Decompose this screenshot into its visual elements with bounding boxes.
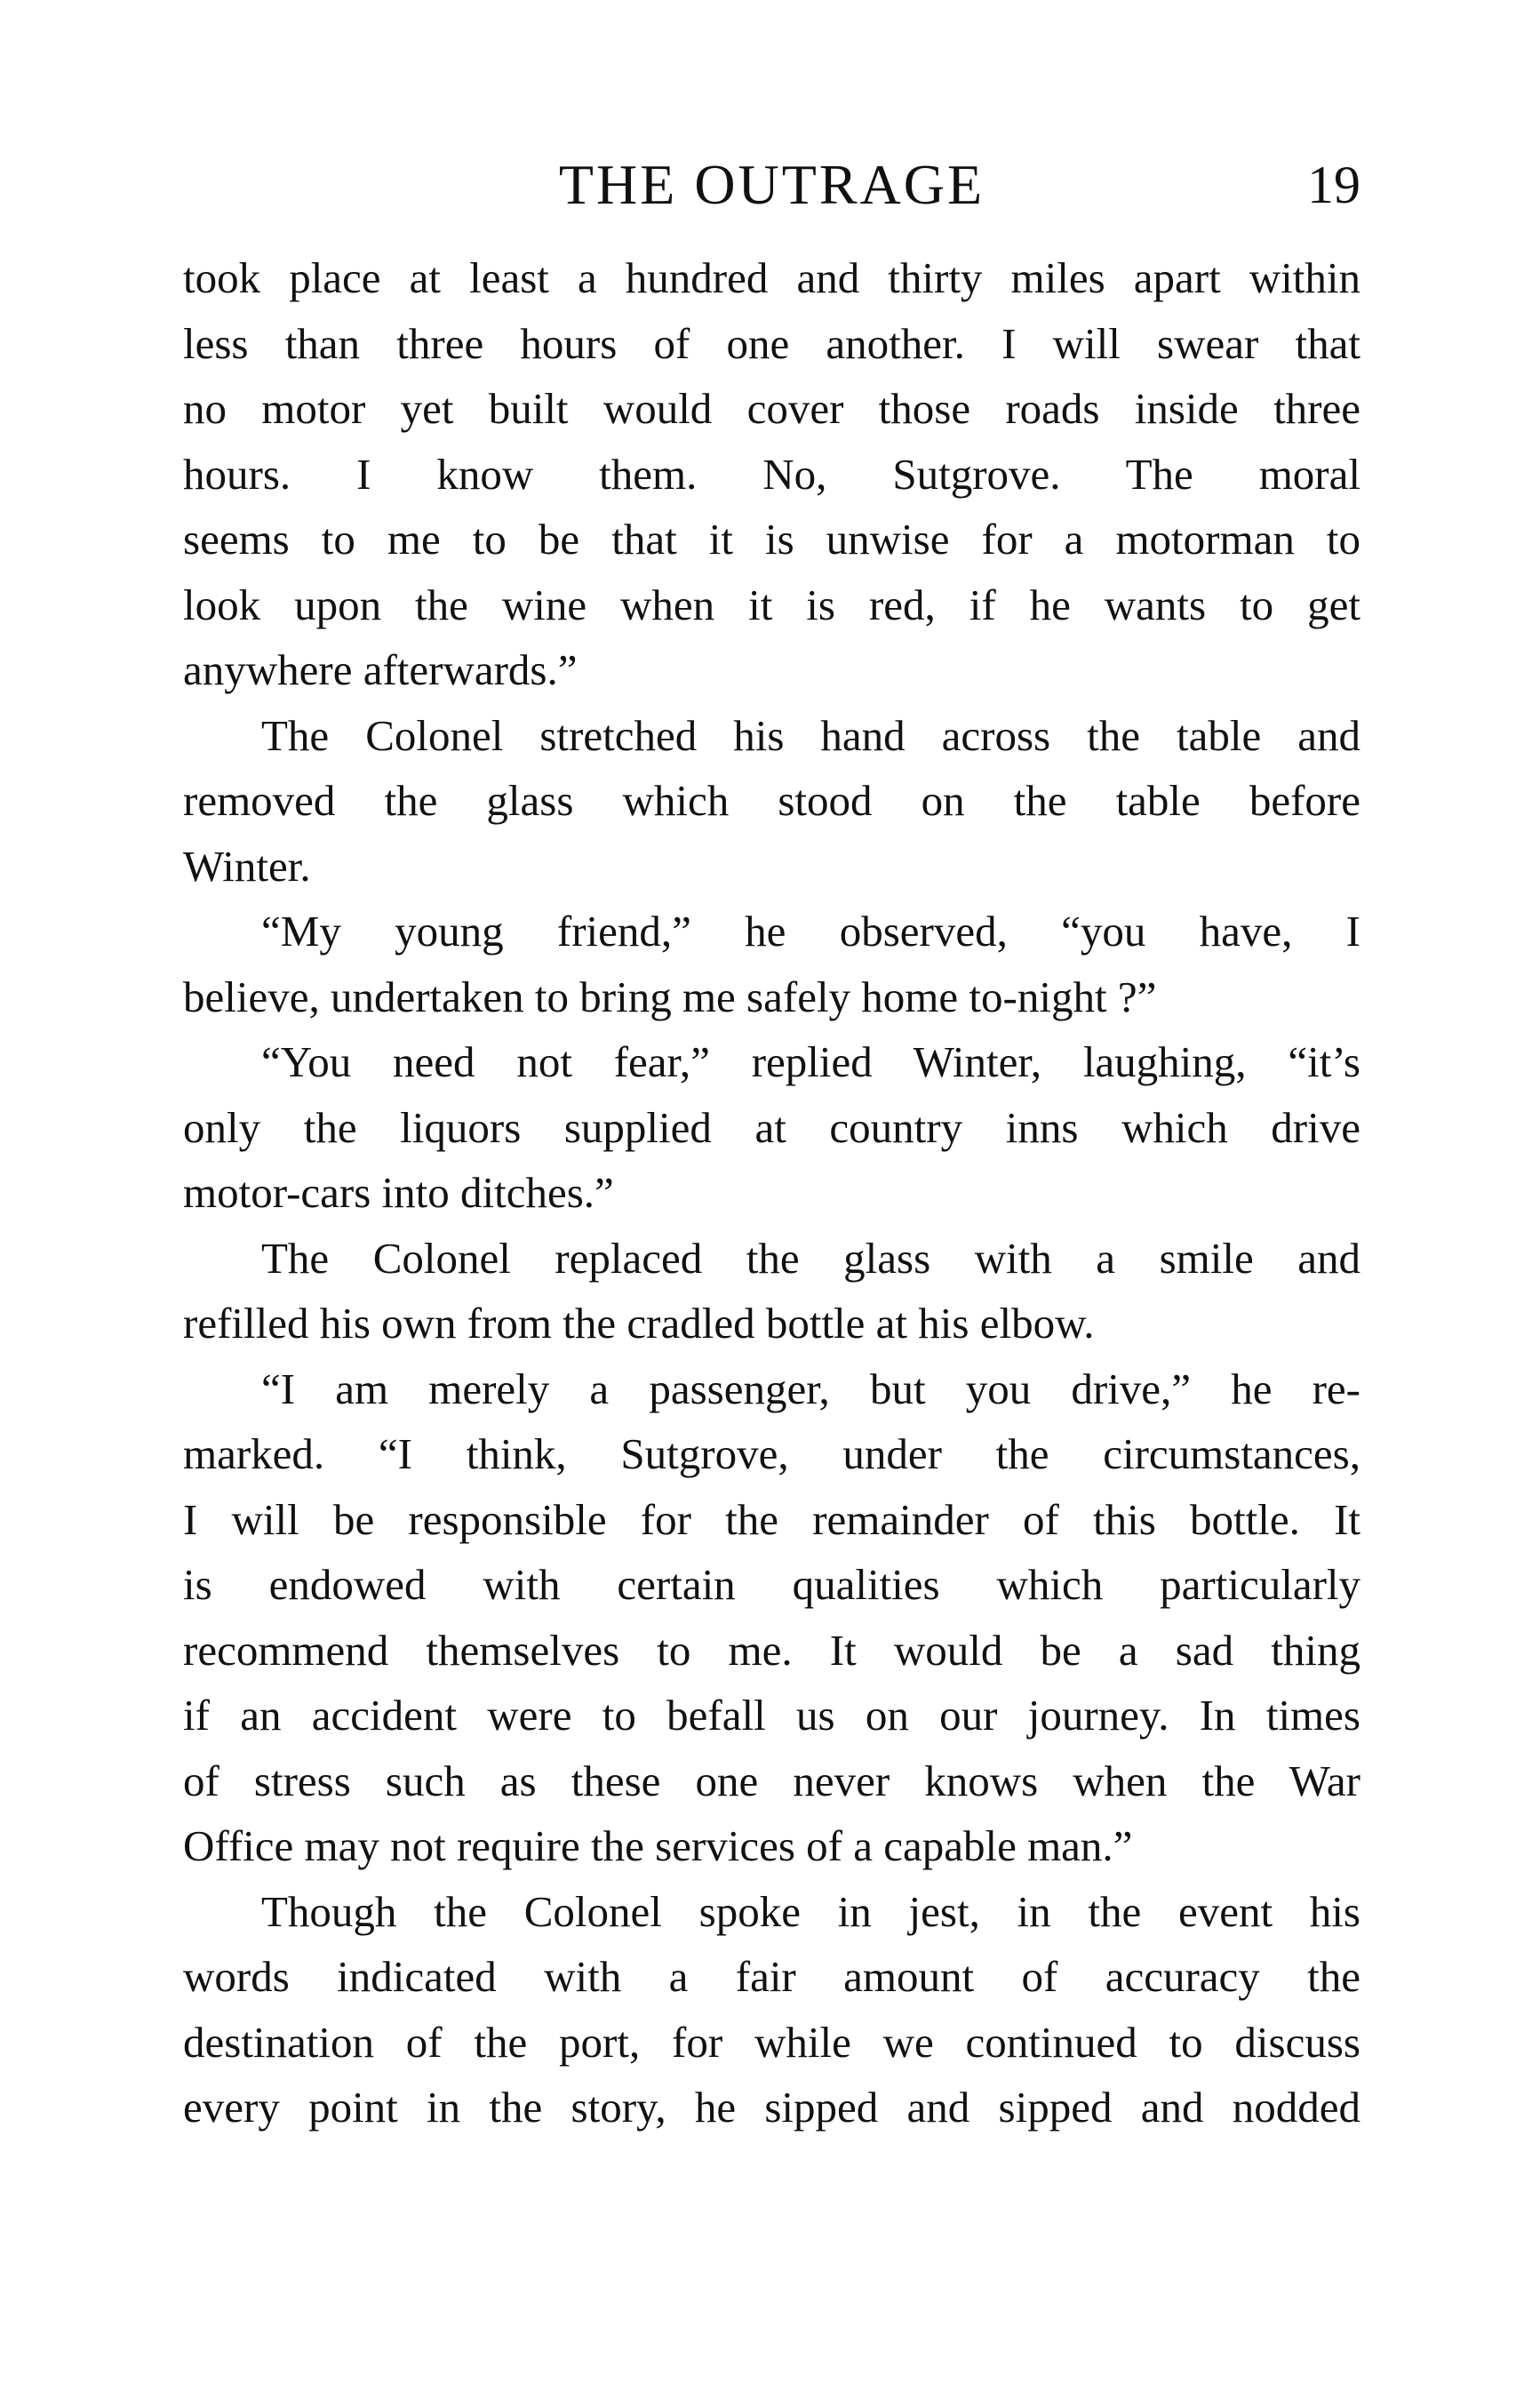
text-line: is endowed with certain qualities which particularly — [183, 1560, 1360, 1609]
text-line: believe, undertaken to bring me safely home to-night ?” — [183, 972, 1157, 1021]
text-line: seems to me to be that it is unwise for a motorman to — [183, 515, 1360, 564]
text-line: marked. “I think, Sutgrove, under the circumstances, — [183, 1429, 1360, 1478]
text-line: hours. I know them. No, Sutgrove. The moral — [183, 449, 1360, 499]
text-line: no motor yet built would cover those roads inside three — [183, 384, 1360, 433]
text-line: The Colonel stretched his hand across the table and — [261, 710, 1360, 760]
text-line: Office may not require the services of a capable man.” — [183, 1821, 1133, 1870]
text-line: “I am merely a passenger, but you drive,” he re- — [261, 1364, 1360, 1413]
text-line: refilled his own from the cradled bottle at his elbow. — [183, 1299, 1095, 1348]
text-line: “My young friend,” he observed, “you have, I — [261, 907, 1360, 956]
text-line: I will be responsible for the remainder of this bottle. It — [183, 1494, 1360, 1544]
text-line: Though the Colonel spoke in jest, in the event his — [261, 1886, 1360, 1936]
text-line: “You need not fear,” replied Winter, laughing, “it’s — [261, 1037, 1360, 1086]
text-line: recommend themselves to me. It would be a sad thing — [183, 1625, 1360, 1675]
text-line: took place at least a hundred and thirty miles apart within — [183, 253, 1360, 302]
body-text — [183, 245, 1360, 2140]
text-line: destination of the port, for while we continued to discuss — [183, 2017, 1360, 2067]
text-line: every point in the story, he sipped and sipped and nodded — [183, 2083, 1360, 2132]
text-line: The Colonel replaced the glass with a smile and — [261, 1233, 1360, 1283]
text-line: removed the glass which stood on the table before — [183, 776, 1360, 825]
text-line: look upon the wine when it is red, if he wants to get — [183, 580, 1360, 629]
text-line: words indicated with a fair amount of accuracy the — [183, 1952, 1360, 2001]
text-line: only the liquors supplied at country inns which drive — [183, 1102, 1360, 1152]
text-line: anywhere afterwards.” — [183, 645, 578, 694]
text-line: motor-cars into ditches.” — [183, 1168, 614, 1217]
text-line: less than three hours of one another. I will swear that — [183, 318, 1360, 368]
text-line: if an accident were to befall us on our journey. In times — [183, 1691, 1360, 1740]
text-line: of stress such as these one never knows when the War — [183, 1756, 1360, 1805]
page-header — [183, 149, 1360, 220]
text-line: Winter. — [183, 841, 311, 891]
page-number: 19 — [1307, 156, 1360, 214]
running-title: THE OUTRAGE — [558, 153, 985, 216]
